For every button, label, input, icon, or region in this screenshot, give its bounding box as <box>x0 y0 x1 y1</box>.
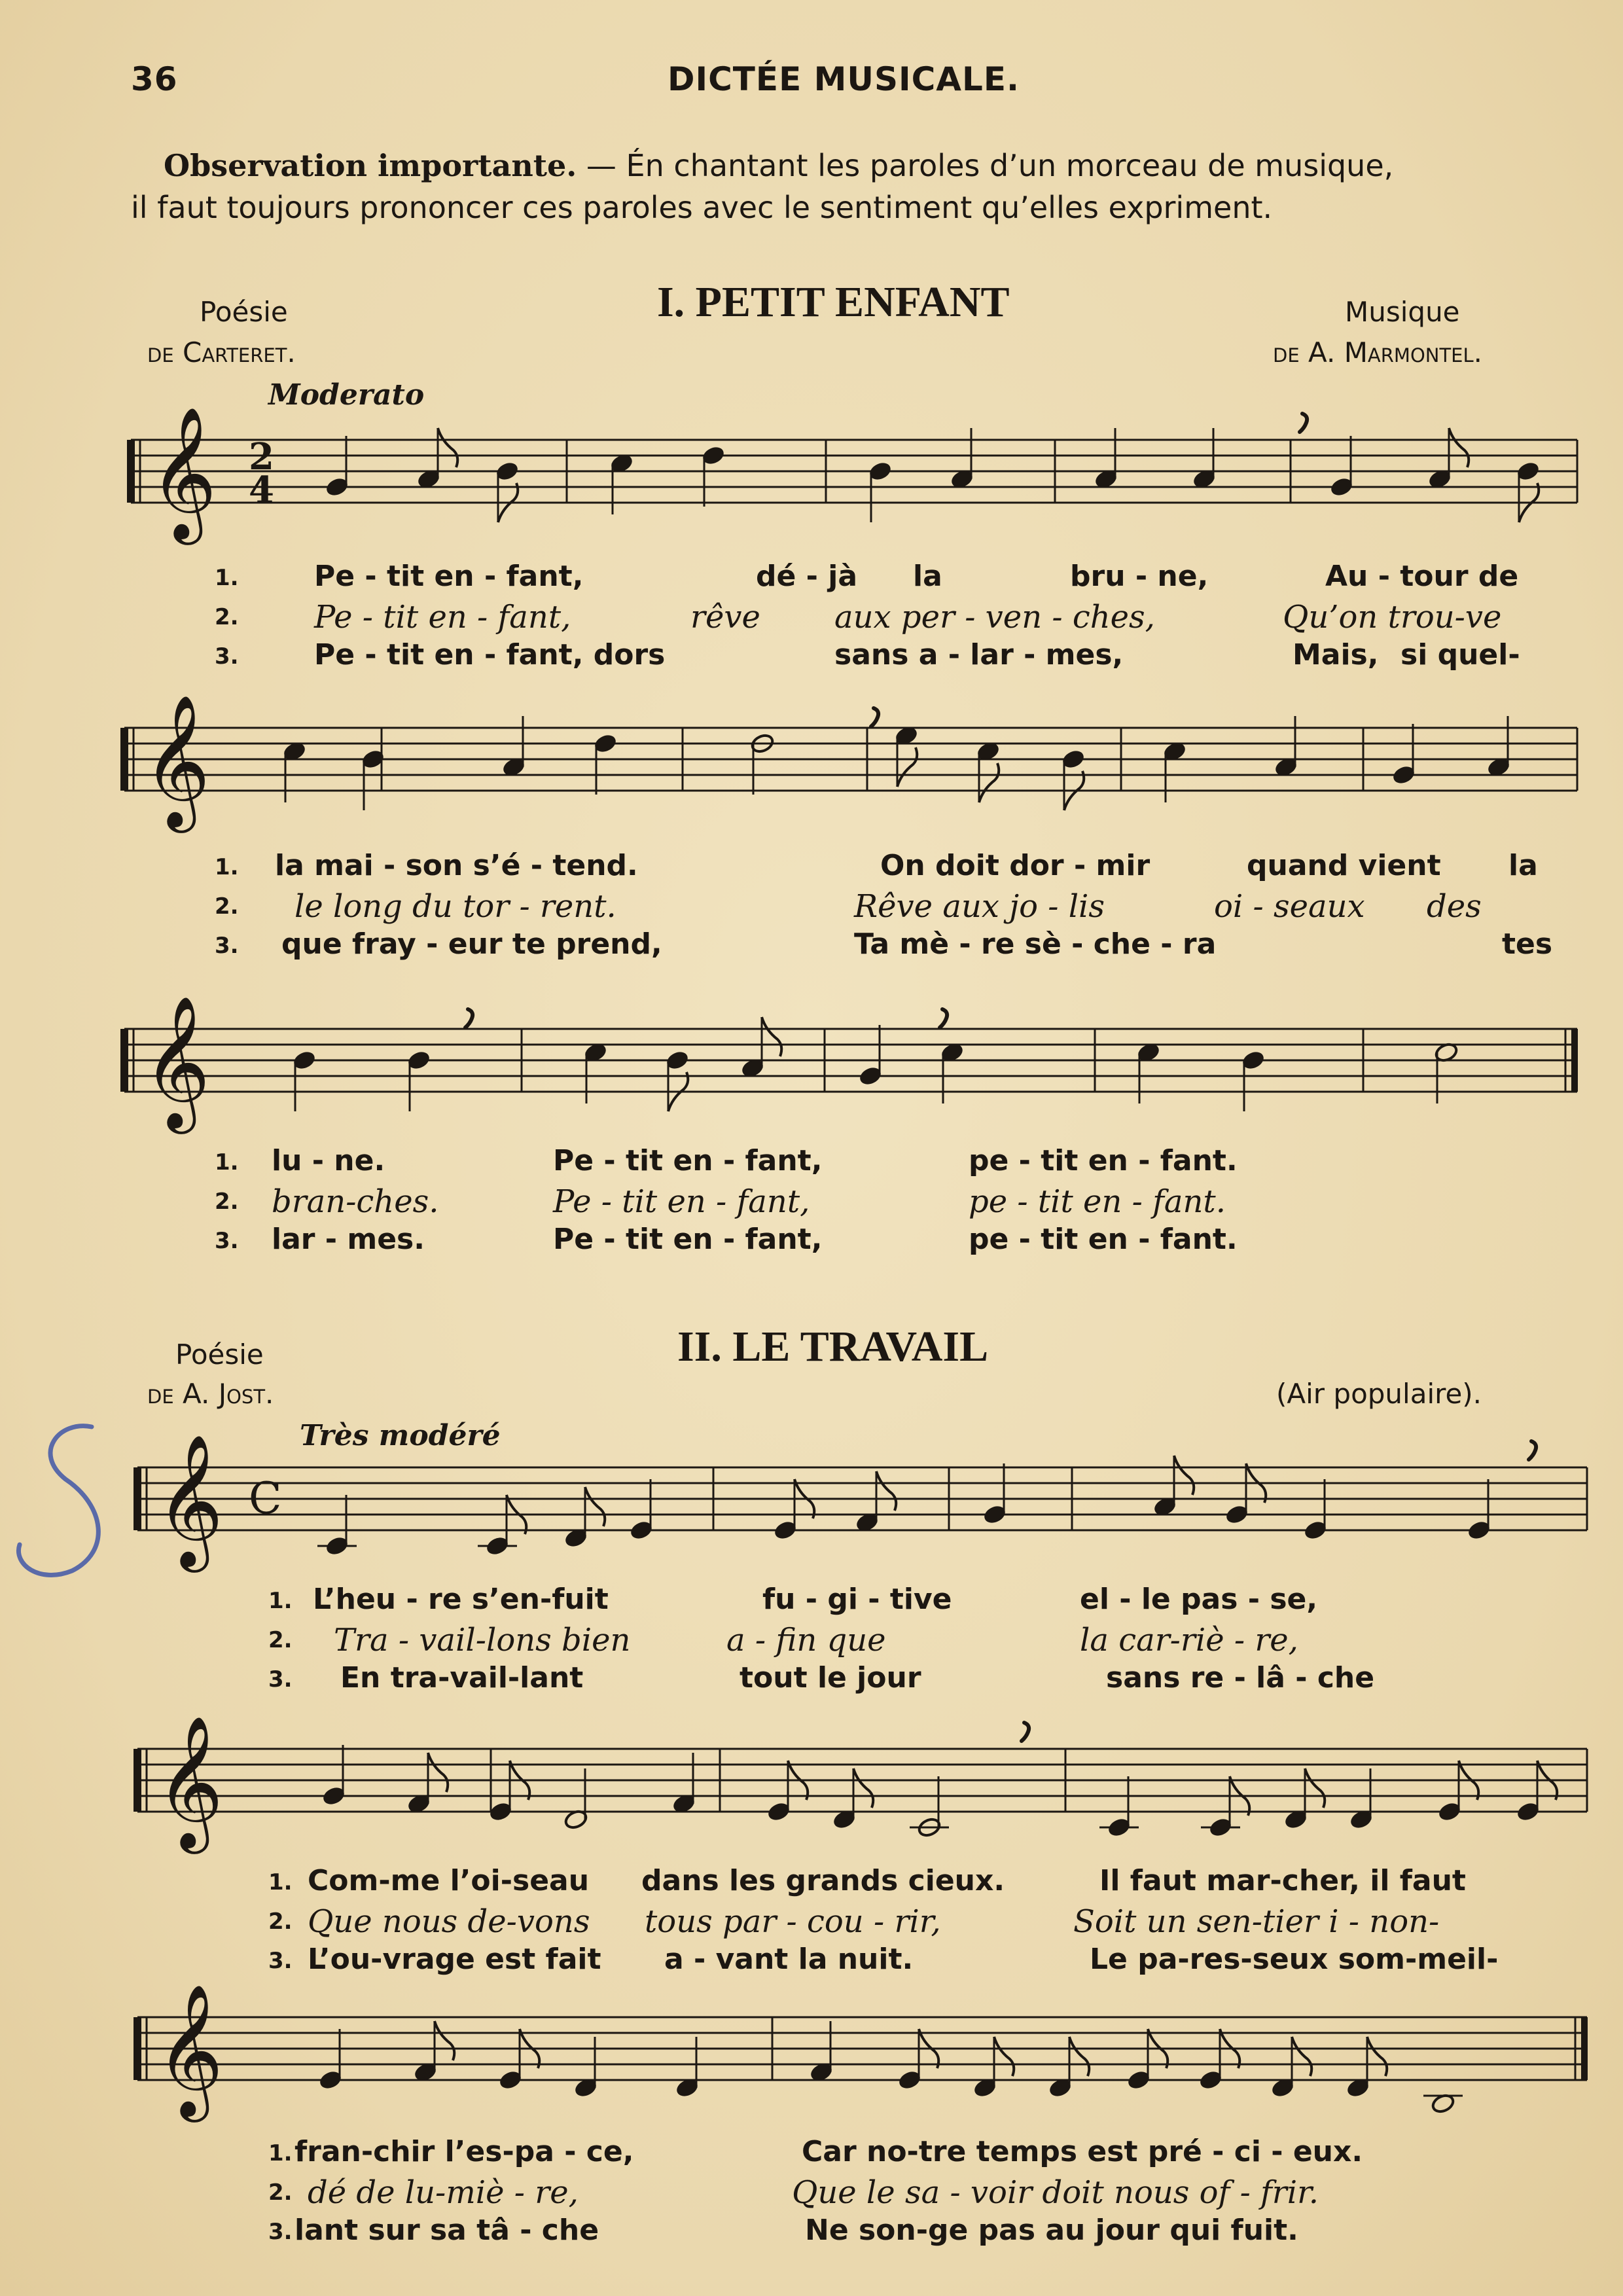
lyric-segment: la <box>913 560 942 593</box>
lyric-segment: aux per - ven - ches, <box>834 599 1155 636</box>
breath-mark-icon <box>465 1009 473 1028</box>
lyric-segment: que fray - eur te prend, <box>281 927 662 961</box>
verse-number: 3. <box>215 933 239 959</box>
verse-number: 2. <box>268 1627 293 1653</box>
treble-clef-icon: 𝄞 <box>143 996 211 1128</box>
verse-number: 2. <box>215 1189 239 1215</box>
time-signature-top: 2 <box>249 435 274 478</box>
song1-tempo: Moderato <box>268 378 425 412</box>
verse-number: 2. <box>215 893 239 920</box>
note-flag <box>1292 2037 1311 2076</box>
lyric-segment: le long du tor - rent. <box>294 888 616 925</box>
observation-line-2: il faut toujours prononcer ces paroles avec le sentiment qu’elles expriment. <box>131 190 1273 225</box>
lyric-segment: a - fin que <box>726 1622 886 1659</box>
verse-number: 1. <box>268 2140 293 2166</box>
verse-number: 1. <box>215 1149 239 1175</box>
note-flag <box>1449 428 1469 467</box>
lyric-segment: dé - jà <box>756 560 858 593</box>
lyric-segment: Pe - tit en - fant, <box>553 1144 823 1177</box>
lyric-segment: Ta mè - re sè - che - ra <box>854 927 1217 961</box>
verse-number: 1. <box>215 854 239 880</box>
verse-number: 1. <box>268 1588 293 1614</box>
breath-mark-icon <box>871 708 878 726</box>
note-flag <box>994 2037 1014 2076</box>
lyric-segment: oi - seaux <box>1214 888 1365 925</box>
song2-title: II. LE TRAVAIL <box>677 1323 989 1371</box>
running-title: DICTÉE MUSICALE. <box>668 60 1020 98</box>
lyric-segment: pe - tit en - fant. <box>969 1183 1226 1220</box>
time-signature-common: C <box>249 1473 282 1524</box>
lyric-segment: a - vant la nuit. <box>664 1943 914 1976</box>
lyric-segment: Qu’on trou-ve <box>1283 599 1502 636</box>
lyric-segment: Com-me l’oi-seau <box>308 1864 590 1897</box>
lyric-segment: lar - mes. <box>272 1223 425 1256</box>
verse-number: 1. <box>215 565 239 591</box>
verse-number: 3. <box>268 1666 293 1693</box>
lyric-segment: el - le pas - se, <box>1080 1583 1318 1616</box>
note-flag <box>1305 1768 1325 1808</box>
lyric-segment: la mai - son s’é - tend. <box>275 849 638 882</box>
lyric-segment: la <box>1508 849 1538 882</box>
lyric-segment: Rêve aux jo - lis <box>854 888 1105 925</box>
lyric-segment: des <box>1427 888 1482 925</box>
note-flag <box>1174 1456 1194 1495</box>
verse-number: 2. <box>268 1909 293 1935</box>
verse-number: 3. <box>215 643 239 670</box>
observation-lead: Observation importante. <box>164 148 577 183</box>
verse-number: 2. <box>215 604 239 630</box>
lyric-segment: Pe - tit en - fant, <box>314 599 571 636</box>
song2-source: (Air populaire). <box>1276 1378 1482 1410</box>
lyric-segment: dans les grands cieux. <box>641 1864 1005 1897</box>
lyric-segment: tes <box>1502 927 1553 961</box>
verse-number: 1. <box>268 1869 293 1895</box>
observation-text: — Én chantant les paroles d’un morceau de musique, <box>577 148 1394 183</box>
lyric-segment: pe - tit en - fant. <box>969 1223 1238 1256</box>
lyric-segment: fu - gi - tive <box>762 1583 952 1616</box>
lyric-segment: Mais, <box>1293 638 1379 672</box>
song1-composer-label: Musique <box>1345 296 1460 328</box>
lyric-segment: dé de lu-miè - re, <box>308 2174 579 2211</box>
lyric-segment: Que le sa - voir doit nous of - frir. <box>792 2174 1319 2211</box>
lyric-segment: Il faut mar-cher, il faut <box>1099 1864 1466 1897</box>
treble-clef-icon: 𝄞 <box>149 406 217 539</box>
treble-clef-icon: 𝄞 <box>156 1715 224 1848</box>
lyric-segment: L’heu - re s’en-fuit <box>313 1583 609 1616</box>
lyric-segment: En tra-vail-lant <box>340 1661 584 1695</box>
treble-clef-icon: 𝄞 <box>143 694 211 827</box>
lyric-segment: Ne son-ge pas au jour qui fuit. <box>805 2214 1298 2247</box>
lyric-segment: Pe - tit en - fant, <box>314 560 584 593</box>
lyric-segment: pe - tit en - fant. <box>969 1144 1238 1177</box>
lyric-segment: Que nous de-vons <box>308 1903 590 1940</box>
lyric-segment: si quel- <box>1400 638 1520 672</box>
page-number: 36 <box>131 60 178 98</box>
lyric-segment: Tra - vail-lons bien <box>334 1622 631 1659</box>
lyric-segment: L’ou-vrage est fait <box>308 1943 601 1976</box>
note-flag <box>979 763 999 802</box>
lyric-segment: Pe - tit en - fant, <box>553 1223 823 1256</box>
lyric-segment: lu - ne. <box>272 1144 385 1177</box>
song2-tempo: Très modéré <box>300 1419 501 1452</box>
note-flag <box>1069 2037 1089 2076</box>
note-flag <box>762 1017 781 1056</box>
lyric-segment: sans a - lar - mes, <box>834 638 1124 672</box>
lyric-segment: fran-chir l’es-pa - ce, <box>294 2135 634 2168</box>
song1-poet: de Carteret. <box>147 336 296 368</box>
song1-composer: de A. Marmontel. <box>1273 336 1483 368</box>
note-flag <box>876 1471 896 1511</box>
verse-number: 3. <box>268 2219 293 2245</box>
lyric-segment: Au - tour de <box>1325 560 1519 593</box>
lyric-segment: lant sur sa tâ - che <box>294 2214 599 2247</box>
breath-mark-icon <box>1300 414 1307 432</box>
treble-clef-icon: 𝄞 <box>156 1984 224 2117</box>
lyric-segment: sans re - lâ - che <box>1106 1661 1375 1695</box>
lyric-segment: tous par - cou - rir, <box>645 1903 941 1940</box>
verse-number: 3. <box>215 1228 239 1254</box>
lyric-segment: Car no-tre temps est pré - ci - eux. <box>802 2135 1363 2168</box>
song2-poet: de A. Jost. <box>147 1378 274 1410</box>
breath-mark-icon <box>1529 1441 1536 1460</box>
lyric-segment: On doit dor - mir <box>880 849 1150 882</box>
treble-clef-icon: 𝄞 <box>156 1434 224 1567</box>
note-flag <box>853 1768 873 1808</box>
breath-mark-icon <box>940 1009 947 1028</box>
lyric-segment: Soit un sen-tier i - non- <box>1073 1903 1440 1940</box>
note-flag <box>435 2021 454 2060</box>
note-flag <box>428 1753 448 1792</box>
lyric-segment: rêve <box>690 599 760 636</box>
verse-number: 3. <box>268 1948 293 1974</box>
lyric-segment: tout le jour <box>740 1661 921 1695</box>
lyric-segment: Le pa-res-seux som-meil- <box>1090 1943 1499 1976</box>
verse-number: 2. <box>268 2179 293 2206</box>
song1-poet-label: Poésie <box>200 296 288 328</box>
note-flag <box>585 1487 605 1526</box>
note-flag <box>438 428 457 467</box>
lyric-segment: Pe - tit en - fant, dors <box>314 638 666 672</box>
lyric-segment: quand vient <box>1247 849 1441 882</box>
lyric-segment: bru - ne, <box>1070 560 1209 593</box>
time-signature-bottom: 4 <box>249 469 274 512</box>
song2-poet-label: Poésie <box>175 1338 264 1371</box>
note-flag <box>1367 2037 1387 2076</box>
lyric-segment: bran-ches. <box>272 1183 439 1220</box>
breath-mark-icon <box>1022 1723 1029 1741</box>
song1-title: I. PETIT ENFANT <box>657 278 1010 326</box>
lyric-segment: Pe - tit en - fant, <box>553 1183 810 1220</box>
lyric-segment: la car-riè - re, <box>1080 1622 1298 1659</box>
note-flag <box>897 747 917 787</box>
